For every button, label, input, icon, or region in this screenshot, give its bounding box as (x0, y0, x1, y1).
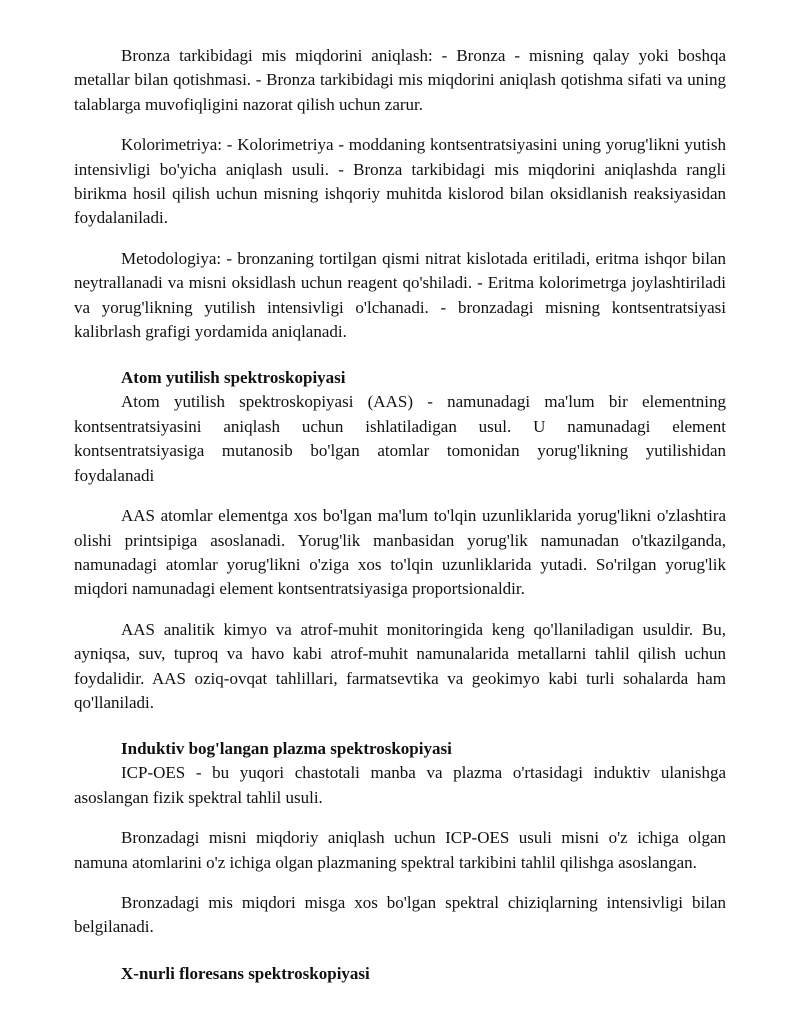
heading-atomic-absorption: Atom yutilish spektroskopiyasi (121, 368, 346, 388)
paragraph-icp-intensity: Bronzadagi mis miqdori misga xos bo'lgan spektral chiziqlarning intensivligi bilan belgilanadi. (74, 892, 726, 937)
paragraph-icp-method: Bronzadagi misni miqdoriy aniqlash uchun ICP-OES usuli misni o'z ichiga olgan namuna atomlarini o'z ichiga olgan plazmaning spektral tarkibini tahlil qilishga asoslangan. (74, 828, 726, 872)
heading-xrf: X-nurli floresans spektroskopiyasi (121, 963, 370, 983)
paragraph-methodology: Metodologiya: - bronzaning tortilgan qismi nitrat kislotada eritiladi, eritma ishqor bilan neytrallanadi va misni oksidlash uchun reagent qo'shiladi. - Eritma kolorimetrga joylashtiriladi va yorug'likning yutilish intensivligi o'lchanadi. - bronzadagi misning kontsentratsiyasi kalibrlash grafigi yordamida aniqlanadi. (74, 248, 726, 342)
paragraph-bronze-copper: Bronza tarkibidagi mis miqdorini aniqlash: - Bronza - misning qalay yoki boshqa metallar bilan qotishmasi. - Bronza tarkibidagi mis miqdorini aniqlash qotishma sifati va uning talablarga muvofiqligini nazorat qilish uchun zarur. (74, 46, 726, 114)
paragraph-aas-applications: AAS analitik kimyo va atrof-muhit monitoringida keng qo'llaniladigan usuldir. Bu, ayniqsa, suv, tuproq va havo kabi atrof-muhit namunalarida metallarni tahlil qilish uchun foydalidir. AAS oziq-ovqat tahlillari, farmatsevtika va geokimyo kabi turli sohalarda ham qo'llaniladi. (74, 619, 726, 712)
paragraph-colorimetry: Kolorimetriya: - Kolorimetriya - moddaning kontsentratsiyasini uning yorug'likni yutish intensivligi bo'yicha aniqlash usuli. - Bronza tarkibidagi mis miqdorini aniqlashda rangli birikma hosil qilish uchun misning ishqoriy muhitda kislorod bilan oksidlanish reaksiyasidan foydalaniladi. (74, 135, 726, 228)
paragraph-icp-definition: ICP-OES - bu yuqori chastotali manba va plazma o'rtasidagi induktiv ulanishga asoslangan fizik spektral tahlil usuli. (74, 763, 726, 807)
heading-icp: Induktiv bog'langan plazma spektroskopiyasi (121, 739, 452, 759)
paragraph-aas-principle: AAS atomlar elementga xos bo'lgan ma'lum to'lqin uzunliklarida yorug'likni o'zlashtira olishi printsipiga asoslanadi. Yorug'lik manbasidan yorug'lik namunadan o'tkazilganda, namunadagi atomlar yorug'likni o'ziga xos to'lqin uzunliklarida yutadi. So'rilgan yorug'lik miqdori namunadagi element kontsentratsiyasiga proportsionaldir. (74, 506, 726, 599)
paragraph-aas-definition: Atom yutilish spektroskopiyasi (AAS) - namunadagi ma'lum bir elementning kontsentratsiyasini aniqlash uchun ishlatiladigan usul. U namunadagi element kontsentratsiyasiga mutanosib bo'lgan atomlar tomonidan yorug'likning yutilishidan foydalanadi (74, 392, 726, 485)
